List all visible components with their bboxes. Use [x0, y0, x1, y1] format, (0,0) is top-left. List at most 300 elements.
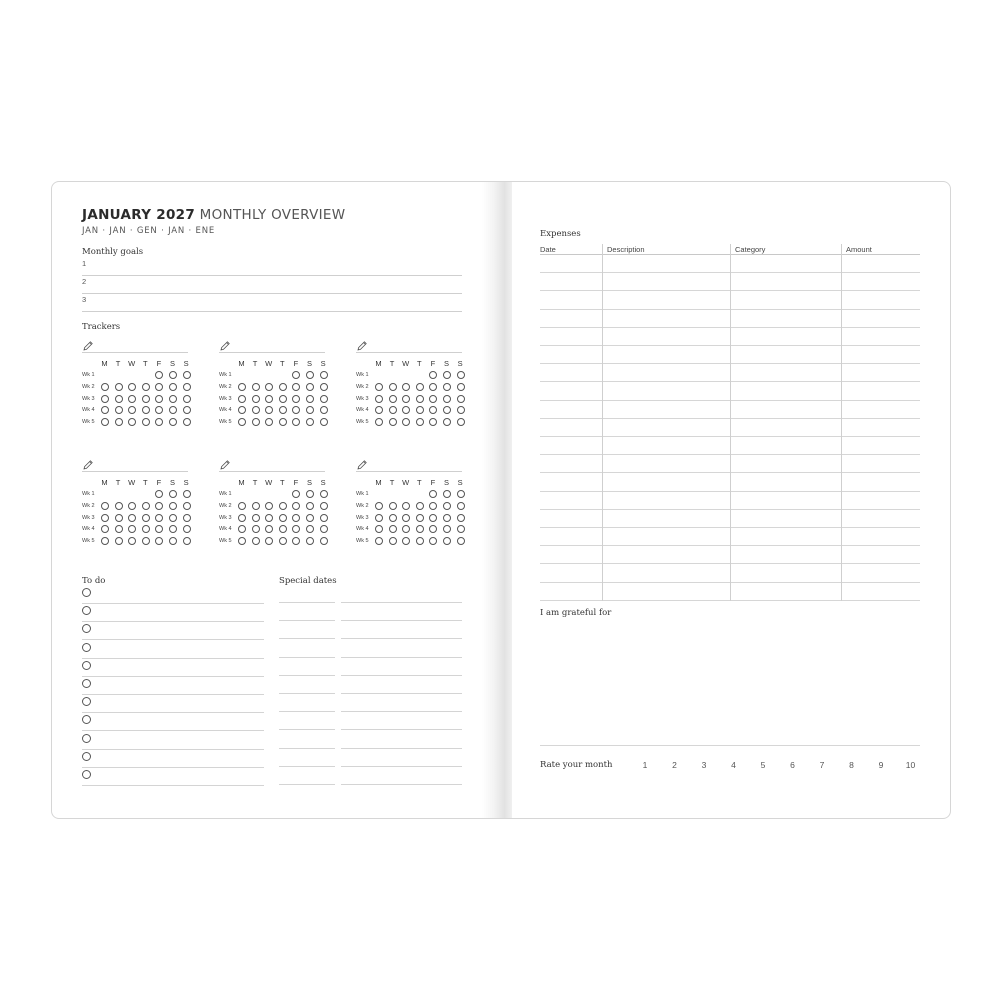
pencil-icon — [219, 458, 231, 470]
rating-option-5[interactable]: 5 — [760, 760, 766, 770]
tracker-day-circle[interactable] — [416, 406, 424, 414]
tracker-day-circle[interactable] — [252, 525, 260, 533]
goal-line[interactable] — [82, 293, 462, 312]
tracker-day-circle[interactable] — [252, 514, 260, 522]
tracker-day-label: T — [417, 478, 422, 487]
tracker-day-circle[interactable] — [252, 537, 260, 545]
todo-item[interactable] — [82, 749, 264, 768]
tracker-day-circle[interactable] — [183, 371, 191, 379]
tracker-week-label: Wk 3 — [82, 514, 95, 521]
special-date-row[interactable] — [279, 658, 462, 676]
goal-number: 2 — [82, 277, 87, 286]
tracker-day-circle[interactable] — [183, 525, 191, 533]
tracker-day-circle[interactable] — [320, 383, 328, 391]
habit-tracker — [356, 339, 466, 434]
tracker-day-label: W — [402, 359, 410, 368]
tracker-day-circle[interactable] — [265, 406, 273, 414]
tracker-day-circle[interactable] — [169, 371, 177, 379]
tracker-day-circle[interactable] — [402, 383, 410, 391]
tracker-day-circle[interactable] — [142, 395, 150, 403]
tracker-week-label: Wk 3 — [82, 395, 95, 402]
tracker-day-circle[interactable] — [238, 406, 246, 414]
tracker-day-circle[interactable] — [457, 383, 465, 391]
tracker-day-circle[interactable] — [279, 537, 287, 545]
checkbox-circle-icon[interactable] — [82, 752, 91, 761]
rating-option-1[interactable]: 1 — [642, 760, 648, 770]
tracker-day-circle[interactable] — [155, 537, 163, 545]
special-date-row[interactable] — [279, 712, 462, 730]
rating-option-9[interactable]: 9 — [878, 760, 884, 770]
checkbox-circle-icon[interactable] — [82, 679, 91, 688]
tracker-day-circle[interactable] — [375, 395, 383, 403]
tracker-day-circle[interactable] — [402, 525, 410, 533]
tracker-day-circle[interactable] — [252, 406, 260, 414]
tracker-day-circle[interactable] — [292, 537, 300, 545]
tracker-day-label: S — [320, 359, 326, 368]
tracker-name-line[interactable] — [356, 471, 462, 472]
tracker-day-circle[interactable] — [265, 395, 273, 403]
todo-item[interactable] — [82, 712, 264, 731]
tracker-days-header — [236, 478, 326, 488]
habit-tracker — [82, 339, 192, 434]
tracker-day-circle[interactable] — [279, 418, 287, 426]
tracker-day-circle[interactable] — [320, 537, 328, 545]
special-date-row[interactable] — [279, 767, 462, 785]
rating-option-2[interactable]: 2 — [672, 760, 677, 770]
tracker-day-circle[interactable] — [265, 502, 273, 510]
tracker-day-circle[interactable] — [389, 525, 397, 533]
tracker-day-circle[interactable] — [292, 514, 300, 522]
tracker-day-circle[interactable] — [142, 537, 150, 545]
checkbox-circle-icon[interactable] — [82, 624, 91, 633]
tracker-day-circle[interactable] — [416, 502, 424, 510]
todo-item[interactable] — [82, 694, 264, 713]
tracker-week-label: Wk 2 — [219, 383, 232, 390]
checkbox-circle-icon[interactable] — [82, 715, 91, 724]
special-date-field[interactable] — [279, 784, 335, 785]
checkbox-circle-icon[interactable] — [82, 770, 91, 779]
tracker-day-circle[interactable] — [292, 525, 300, 533]
tracker-day-circle[interactable] — [128, 418, 136, 426]
tracker-day-circle[interactable] — [389, 383, 397, 391]
tracker-day-circle[interactable] — [252, 395, 260, 403]
tracker-day-circle[interactable] — [142, 525, 150, 533]
tracker-day-label: W — [265, 359, 273, 368]
tracker-day-label: F — [293, 359, 299, 368]
tracker-week-label: Wk 1 — [82, 491, 95, 497]
tracker-day-circle[interactable] — [115, 514, 123, 522]
tracker-day-circle[interactable] — [101, 395, 109, 403]
tracker-day-circle[interactable] — [389, 502, 397, 510]
tracker-day-circle[interactable] — [292, 371, 300, 379]
tracker-day-circle[interactable] — [443, 502, 451, 510]
expense-col-category: Category — [735, 245, 766, 254]
habit-tracker — [219, 339, 329, 434]
tracker-day-circle[interactable] — [101, 537, 109, 545]
todo-item[interactable] — [82, 767, 264, 786]
special-date-row[interactable] — [279, 585, 462, 603]
tracker-day-circle[interactable] — [443, 406, 451, 414]
tracker-day-circle[interactable] — [306, 371, 314, 379]
tracker-day-circle[interactable] — [183, 514, 191, 522]
tracker-day-circle[interactable] — [457, 525, 465, 533]
tracker-week-label: Wk 2 — [219, 502, 232, 509]
tracker-day-circle[interactable] — [457, 514, 465, 522]
tracker-day-circle[interactable] — [416, 525, 424, 533]
tracker-day-circle[interactable] — [429, 502, 437, 510]
tracker-day-circle[interactable] — [292, 406, 300, 414]
tracker-day-circle[interactable] — [183, 406, 191, 414]
tracker-day-circle[interactable] — [238, 514, 246, 522]
tracker-day-label: T — [143, 359, 148, 368]
tracker-day-circle[interactable] — [115, 383, 123, 391]
tracker-day-circle[interactable] — [429, 514, 437, 522]
tracker-day-circle[interactable] — [155, 406, 163, 414]
tracker-day-circle[interactable] — [443, 514, 451, 522]
tracker-day-circle[interactable] — [142, 383, 150, 391]
tracker-day-circle[interactable] — [279, 395, 287, 403]
tracker-day-label: T — [417, 359, 422, 368]
tracker-day-circle[interactable] — [292, 502, 300, 510]
tracker-day-circle[interactable] — [402, 537, 410, 545]
tracker-day-label: T — [280, 478, 285, 487]
tracker-day-circle[interactable] — [238, 502, 246, 510]
tracker-day-circle[interactable] — [306, 525, 314, 533]
tracker-week-label: Wk 5 — [356, 538, 369, 545]
tracker-day-circle[interactable] — [252, 502, 260, 510]
special-date-row[interactable] — [279, 676, 462, 694]
tracker-day-circle[interactable] — [265, 514, 273, 522]
tracker-day-circle[interactable] — [115, 502, 123, 510]
tracker-week-label: Wk 3 — [219, 514, 232, 521]
tracker-day-circle[interactable] — [142, 514, 150, 522]
tracker-day-circle[interactable] — [155, 383, 163, 391]
tracker-day-circle[interactable] — [183, 383, 191, 391]
tracker-day-circle[interactable] — [416, 537, 424, 545]
tracker-day-circle[interactable] — [457, 418, 465, 426]
tracker-day-circle[interactable] — [457, 395, 465, 403]
special-date-note-field[interactable] — [341, 784, 462, 785]
special-date-row[interactable] — [279, 731, 462, 749]
tracker-day-circle[interactable] — [375, 537, 383, 545]
tracker-day-circle[interactable] — [389, 406, 397, 414]
tracker-day-circle[interactable] — [416, 395, 424, 403]
tracker-day-circle[interactable] — [306, 383, 314, 391]
checkbox-circle-icon[interactable] — [82, 588, 91, 597]
todo-item[interactable] — [82, 658, 264, 677]
tracker-day-circle[interactable] — [183, 537, 191, 545]
tracker-day-circle[interactable] — [443, 383, 451, 391]
expense-column-divider — [602, 244, 603, 601]
tracker-day-circle[interactable] — [142, 502, 150, 510]
checkbox-circle-icon[interactable] — [82, 661, 91, 670]
rating-option-4[interactable]: 4 — [731, 760, 736, 770]
tracker-day-circle[interactable] — [101, 502, 109, 510]
tracker-day-circle[interactable] — [183, 418, 191, 426]
trackers-label: Trackers — [82, 322, 121, 332]
tracker-day-circle[interactable] — [457, 406, 465, 414]
tracker-week-label: Wk 3 — [356, 395, 369, 402]
tracker-day-circle[interactable] — [306, 514, 314, 522]
tracker-day-circle[interactable] — [402, 514, 410, 522]
tracker-day-circle[interactable] — [443, 418, 451, 426]
tracker-week-label: Wk 4 — [82, 526, 95, 533]
checkbox-circle-icon[interactable] — [82, 734, 91, 743]
tracker-week-label: Wk 1 — [356, 491, 369, 497]
todo-item[interactable] — [82, 585, 264, 604]
tracker-day-circle[interactable] — [101, 525, 109, 533]
tracker-day-circle[interactable] — [292, 418, 300, 426]
pencil-icon — [82, 458, 94, 470]
tracker-day-circle[interactable] — [128, 525, 136, 533]
tracker-day-circle[interactable] — [320, 371, 328, 379]
tracker-day-circle[interactable] — [402, 406, 410, 414]
tracker-day-circle[interactable] — [429, 406, 437, 414]
tracker-day-label: T — [252, 478, 258, 487]
special-date-row[interactable] — [279, 694, 462, 712]
rating-option-3[interactable]: 3 — [701, 760, 707, 770]
tracker-day-label: M — [101, 359, 108, 368]
special-date-row[interactable] — [279, 621, 462, 639]
tracker-day-circle[interactable] — [457, 537, 465, 545]
todo-item[interactable] — [82, 640, 264, 659]
tracker-day-circle[interactable] — [252, 383, 260, 391]
expense-col-amount: Amount — [846, 245, 872, 254]
tracker-day-circle[interactable] — [238, 418, 246, 426]
tracker-day-label: W — [128, 478, 136, 487]
rating-option-10[interactable]: 10 — [905, 760, 916, 770]
tracker-day-circle[interactable] — [169, 490, 177, 498]
tracker-day-circle[interactable] — [115, 406, 123, 414]
tracker-day-circle[interactable] — [292, 383, 300, 391]
tracker-day-circle[interactable] — [443, 490, 451, 498]
tracker-day-circle[interactable] — [320, 418, 328, 426]
tracker-day-circle[interactable] — [457, 371, 465, 379]
tracker-day-circle[interactable] — [429, 395, 437, 403]
tracker-day-circle[interactable] — [169, 383, 177, 391]
tracker-name-line[interactable] — [219, 471, 325, 472]
tracker-day-circle[interactable] — [306, 502, 314, 510]
tracker-day-circle[interactable] — [155, 514, 163, 522]
tracker-name-line[interactable] — [356, 352, 462, 353]
tracker-day-circle[interactable] — [101, 383, 109, 391]
todo-label: To do — [82, 576, 106, 586]
tracker-day-circle[interactable] — [320, 490, 328, 498]
tracker-day-label: W — [128, 359, 136, 368]
checkbox-circle-icon[interactable] — [82, 697, 91, 706]
todo-item[interactable] — [82, 731, 264, 750]
tracker-day-circle[interactable] — [169, 525, 177, 533]
tracker-day-circle[interactable] — [292, 490, 300, 498]
tracker-week-label: Wk 4 — [356, 526, 369, 533]
tracker-day-circle[interactable] — [128, 537, 136, 545]
tracker-day-label: M — [238, 478, 245, 487]
tracker-day-circle[interactable] — [155, 395, 163, 403]
tracker-days-header — [99, 359, 189, 369]
tracker-day-circle[interactable] — [155, 525, 163, 533]
tracker-day-circle[interactable] — [306, 537, 314, 545]
tracker-day-circle[interactable] — [429, 525, 437, 533]
tracker-day-label: S — [320, 478, 326, 487]
tracker-day-label: S — [183, 478, 189, 487]
tracker-day-circle[interactable] — [443, 525, 451, 533]
month-translations: JAN · JAN · GEN · JAN · ENE — [82, 226, 216, 236]
rating-option-6[interactable]: 6 — [790, 760, 795, 770]
checkbox-circle-icon[interactable] — [82, 643, 91, 652]
tracker-day-circle[interactable] — [375, 502, 383, 510]
tracker-day-circle[interactable] — [416, 418, 424, 426]
tracker-day-label: S — [183, 359, 189, 368]
tracker-day-circle[interactable] — [306, 395, 314, 403]
rating-option-8[interactable]: 8 — [849, 760, 854, 770]
tracker-day-circle[interactable] — [169, 537, 177, 545]
tracker-day-circle[interactable] — [142, 406, 150, 414]
tracker-day-circle[interactable] — [279, 514, 287, 522]
tracker-day-circle[interactable] — [457, 490, 465, 498]
tracker-day-circle[interactable] — [183, 490, 191, 498]
pencil-icon — [219, 339, 231, 351]
tracker-day-circle[interactable] — [389, 514, 397, 522]
tracker-day-circle[interactable] — [306, 418, 314, 426]
tracker-day-circle[interactable] — [389, 395, 397, 403]
tracker-day-circle[interactable] — [429, 490, 437, 498]
rate-month-label: Rate your month — [540, 760, 613, 770]
tracker-day-label: T — [389, 478, 395, 487]
tracker-day-circle[interactable] — [279, 502, 287, 510]
tracker-week-label: Wk 2 — [356, 502, 369, 509]
tracker-day-circle[interactable] — [128, 406, 136, 414]
habit-tracker — [82, 458, 192, 553]
tracker-week-label: Wk 1 — [82, 372, 95, 378]
tracker-day-circle[interactable] — [101, 406, 109, 414]
tracker-day-circle[interactable] — [265, 537, 273, 545]
tracker-day-circle[interactable] — [429, 371, 437, 379]
tracker-day-circle[interactable] — [443, 371, 451, 379]
tracker-day-circle[interactable] — [429, 418, 437, 426]
tracker-day-circle[interactable] — [183, 502, 191, 510]
tracker-day-circle[interactable] — [443, 395, 451, 403]
todo-item[interactable] — [82, 603, 264, 622]
todo-item[interactable] — [82, 621, 264, 640]
tracker-day-circle[interactable] — [101, 418, 109, 426]
tracker-day-circle[interactable] — [265, 418, 273, 426]
tracker-day-circle[interactable] — [169, 406, 177, 414]
tracker-day-circle[interactable] — [142, 418, 150, 426]
goal-line[interactable] — [82, 257, 462, 276]
tracker-day-circle[interactable] — [279, 525, 287, 533]
tracker-day-circle[interactable] — [457, 502, 465, 510]
tracker-day-label: W — [402, 478, 410, 487]
tracker-day-circle[interactable] — [169, 502, 177, 510]
tracker-day-circle[interactable] — [115, 525, 123, 533]
goal-number: 1 — [82, 259, 87, 268]
tracker-days-header — [373, 478, 463, 488]
rating-option-7[interactable]: 7 — [819, 760, 825, 770]
tracker-day-circle[interactable] — [238, 383, 246, 391]
expense-col-description: Description — [607, 245, 645, 254]
tracker-day-circle[interactable] — [155, 371, 163, 379]
tracker-day-circle[interactable] — [320, 406, 328, 414]
tracker-day-circle[interactable] — [320, 502, 328, 510]
todo-item[interactable] — [82, 676, 264, 695]
tracker-day-circle[interactable] — [375, 525, 383, 533]
tracker-day-circle[interactable] — [265, 383, 273, 391]
tracker-day-circle[interactable] — [265, 525, 273, 533]
tracker-day-circle[interactable] — [402, 418, 410, 426]
tracker-day-circle[interactable] — [375, 383, 383, 391]
tracker-day-circle[interactable] — [320, 514, 328, 522]
tracker-day-circle[interactable] — [429, 537, 437, 545]
tracker-day-circle[interactable] — [279, 383, 287, 391]
pencil-icon — [356, 339, 368, 351]
right-page — [512, 182, 951, 818]
tracker-day-circle[interactable] — [128, 395, 136, 403]
tracker-day-circle[interactable] — [115, 418, 123, 426]
tracker-day-circle[interactable] — [320, 525, 328, 533]
tracker-day-circle[interactable] — [238, 395, 246, 403]
tracker-day-circle[interactable] — [375, 514, 383, 522]
tracker-week-label: Wk 1 — [219, 372, 232, 378]
special-date-row[interactable] — [279, 749, 462, 767]
tracker-day-circle[interactable] — [402, 395, 410, 403]
tracker-day-circle[interactable] — [252, 418, 260, 426]
tracker-day-circle[interactable] — [375, 406, 383, 414]
tracker-day-circle[interactable] — [416, 383, 424, 391]
tracker-day-circle[interactable] — [115, 537, 123, 545]
tracker-day-circle[interactable] — [279, 406, 287, 414]
tracker-day-circle[interactable] — [169, 395, 177, 403]
tracker-day-circle[interactable] — [128, 383, 136, 391]
tracker-day-circle[interactable] — [128, 502, 136, 510]
tracker-day-circle[interactable] — [375, 418, 383, 426]
tracker-day-circle[interactable] — [292, 395, 300, 403]
tracker-day-circle[interactable] — [169, 418, 177, 426]
tracker-day-circle[interactable] — [155, 502, 163, 510]
tracker-day-circle[interactable] — [183, 395, 191, 403]
tracker-day-circle[interactable] — [402, 502, 410, 510]
tracker-day-circle[interactable] — [169, 514, 177, 522]
tracker-week-label: Wk 5 — [219, 419, 232, 426]
tracker-day-circle[interactable] — [306, 490, 314, 498]
tracker-name-line[interactable] — [219, 352, 325, 353]
tracker-week-label: Wk 3 — [219, 395, 232, 402]
goal-line[interactable] — [82, 275, 462, 294]
tracker-day-circle[interactable] — [155, 490, 163, 498]
tracker-day-circle[interactable] — [389, 418, 397, 426]
tracker-day-circle[interactable] — [306, 406, 314, 414]
tracker-day-circle[interactable] — [101, 514, 109, 522]
tracker-day-circle[interactable] — [238, 525, 246, 533]
tracker-day-circle[interactable] — [389, 537, 397, 545]
special-date-row[interactable] — [279, 603, 462, 621]
tracker-day-circle[interactable] — [115, 395, 123, 403]
tracker-day-circle[interactable] — [155, 418, 163, 426]
title-month: JANUARY 2027 — [82, 207, 196, 223]
habit-tracker — [356, 458, 466, 553]
tracker-day-circle[interactable] — [429, 383, 437, 391]
special-date-row[interactable] — [279, 640, 462, 658]
tracker-day-circle[interactable] — [128, 514, 136, 522]
checkbox-circle-icon[interactable] — [82, 606, 91, 615]
tracker-day-circle[interactable] — [320, 395, 328, 403]
tracker-day-circle[interactable] — [416, 514, 424, 522]
tracker-name-line[interactable] — [82, 471, 188, 472]
tracker-name-line[interactable] — [82, 352, 188, 353]
tracker-week-label: Wk 1 — [356, 372, 369, 378]
special-dates-label: Special dates — [279, 576, 337, 586]
tracker-day-circle[interactable] — [443, 537, 451, 545]
tracker-day-circle[interactable] — [238, 537, 246, 545]
